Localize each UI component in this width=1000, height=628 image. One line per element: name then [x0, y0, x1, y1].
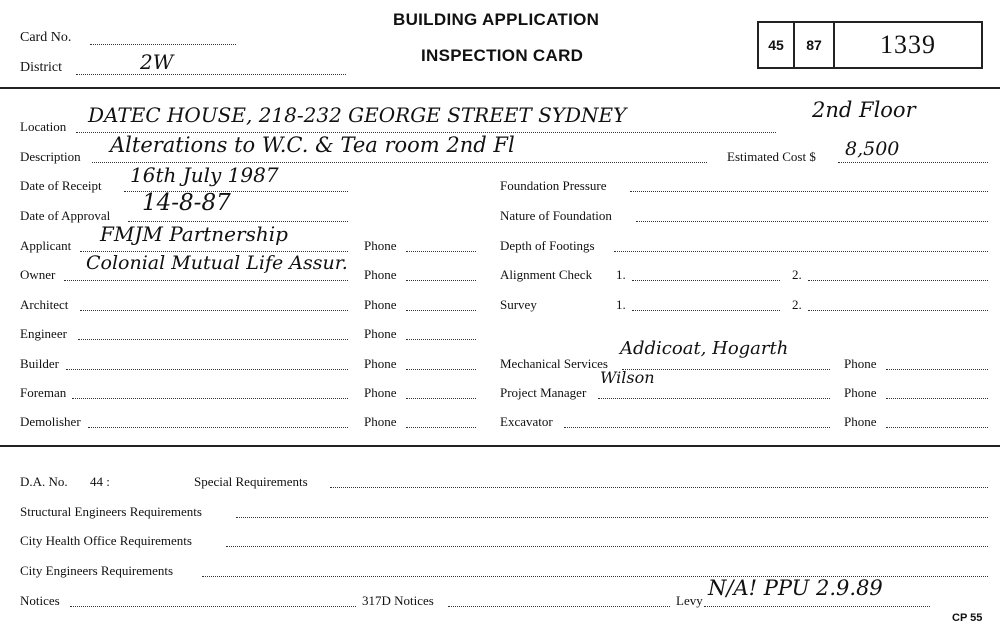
foundation-pressure-label: Foundation Pressure: [500, 178, 607, 193]
date-receipt-value: 16th July 1987: [130, 163, 279, 187]
excavator-phone-label: Phone: [844, 414, 877, 429]
divider-bottom: [0, 445, 1000, 447]
box-cell-2: 87: [795, 23, 835, 67]
alignment-label: Alignment Check: [500, 267, 593, 282]
owner-phone-label: Phone: [364, 267, 397, 282]
survey-2-line: [808, 310, 988, 311]
form-code: CP 55: [952, 612, 983, 624]
estimated-cost-value: 8,500: [845, 138, 900, 160]
divider-top: [0, 87, 1000, 89]
engineer-line: [78, 339, 348, 340]
architect-phone-line: [406, 310, 476, 311]
foundation-pressure-line: [630, 191, 988, 192]
foreman-phone-line: [406, 398, 476, 399]
da-value: 44 :: [90, 474, 110, 489]
survey-label: Survey: [500, 297, 537, 312]
depth-footings-label: Depth of Footings: [500, 238, 595, 253]
levy-label: Levy: [676, 593, 703, 608]
architect-line: [80, 310, 348, 311]
notices317-label: 317D Notices: [362, 593, 434, 608]
demolisher-line: [88, 427, 348, 428]
mech-phone-label: Phone: [844, 356, 877, 371]
levy-line: [704, 606, 930, 607]
foreman-line: [72, 398, 348, 399]
estimated-cost-line: [838, 162, 988, 163]
applicant-label: Applicant: [20, 238, 72, 253]
owner-label: Owner: [20, 267, 56, 282]
notices317-line: [448, 606, 670, 607]
foreman-label: Foreman: [20, 385, 67, 400]
engineers-label: City Engineers Requirements: [20, 563, 174, 578]
date-approval-value: 14-8-87: [142, 190, 231, 216]
architect-label: Architect: [20, 297, 69, 312]
applicant-phone-label: Phone: [364, 238, 397, 253]
location-label: Location: [20, 119, 67, 134]
alignment-2-label: 2.: [792, 267, 802, 282]
description-value: Alterations to W.C. & Tea room 2nd Fl: [110, 133, 515, 157]
card-no-line: [90, 44, 236, 45]
excavator-phone-line: [886, 427, 988, 428]
excavator-line: [564, 427, 830, 428]
builder-label: Builder: [20, 356, 59, 371]
structural-label: Structural Engineers Requirements: [20, 504, 202, 519]
special-label: Special Requirements: [194, 474, 308, 489]
applicant-phone-line: [406, 251, 476, 252]
builder-phone-label: Phone: [364, 356, 397, 371]
mech-value: Addicoat, Hogarth: [620, 338, 789, 359]
demolisher-phone-line: [406, 427, 476, 428]
notices-line: [70, 606, 356, 607]
engineer-phone-label: Phone: [364, 326, 397, 341]
alignment-2-line: [808, 280, 988, 281]
box-cell-3: 1339: [880, 30, 936, 59]
owner-line: [64, 280, 348, 281]
special-line: [330, 487, 988, 488]
nature-foundation-line: [636, 221, 988, 222]
survey-1-line: [632, 310, 780, 311]
demolisher-label: Demolisher: [20, 414, 81, 429]
mech-phone-line: [886, 369, 988, 370]
health-label: City Health Office Requirements: [20, 533, 192, 548]
nature-foundation-label: Nature of Foundation: [500, 208, 612, 223]
demolisher-phone-label: Phone: [364, 414, 397, 429]
structural-line: [236, 517, 988, 518]
box-cell-1: 45: [759, 23, 795, 67]
owner-value: Colonial Mutual Life Assur.: [86, 252, 348, 274]
survey-2-label: 2.: [792, 297, 802, 312]
survey-1-label: 1.: [616, 297, 626, 312]
levy-value: N/A! PPU 2.9.89: [708, 576, 883, 600]
mech-label: Mechanical Services: [500, 356, 608, 371]
pm-line: [598, 398, 830, 399]
pm-phone-label: Phone: [844, 385, 877, 400]
alignment-1-label: 1.: [616, 267, 626, 282]
health-line: [226, 546, 988, 547]
alignment-1-line: [632, 280, 780, 281]
da-label: D.A. No.: [20, 474, 68, 489]
depth-footings-line: [614, 251, 988, 252]
district-line: [76, 74, 346, 75]
location-note: 2nd Floor: [812, 98, 916, 122]
pm-label: Project Manager: [500, 385, 587, 400]
applicant-value: FMJM Partnership: [100, 222, 288, 246]
pm-value: Wilson: [600, 368, 655, 387]
foreman-phone-label: Phone: [364, 385, 397, 400]
engineer-label: Engineer: [20, 326, 67, 341]
architect-phone-label: Phone: [364, 297, 397, 312]
date-receipt-label: Date of Receipt: [20, 178, 102, 193]
card-no-label: Card No.: [20, 30, 72, 45]
builder-line: [66, 369, 348, 370]
date-approval-label: Date of Approval: [20, 208, 111, 223]
title-line2: INSPECTION CARD: [421, 46, 584, 65]
builder-phone-line: [406, 369, 476, 370]
owner-phone-line: [406, 280, 476, 281]
location-value: DATEC HOUSE, 218-232 GEORGE STREET SYDNEY: [88, 103, 627, 127]
title-line1: BUILDING APPLICATION: [393, 10, 600, 29]
engineer-phone-line: [406, 339, 476, 340]
district-value: 2W: [140, 50, 174, 74]
excavator-label: Excavator: [500, 414, 553, 429]
pm-phone-line: [886, 398, 988, 399]
district-label: District: [20, 60, 62, 75]
card-number-box: [757, 21, 983, 69]
description-label: Description: [20, 149, 81, 164]
notices-label: Notices: [20, 593, 60, 608]
estimated-cost-label: Estimated Cost $: [727, 149, 816, 164]
